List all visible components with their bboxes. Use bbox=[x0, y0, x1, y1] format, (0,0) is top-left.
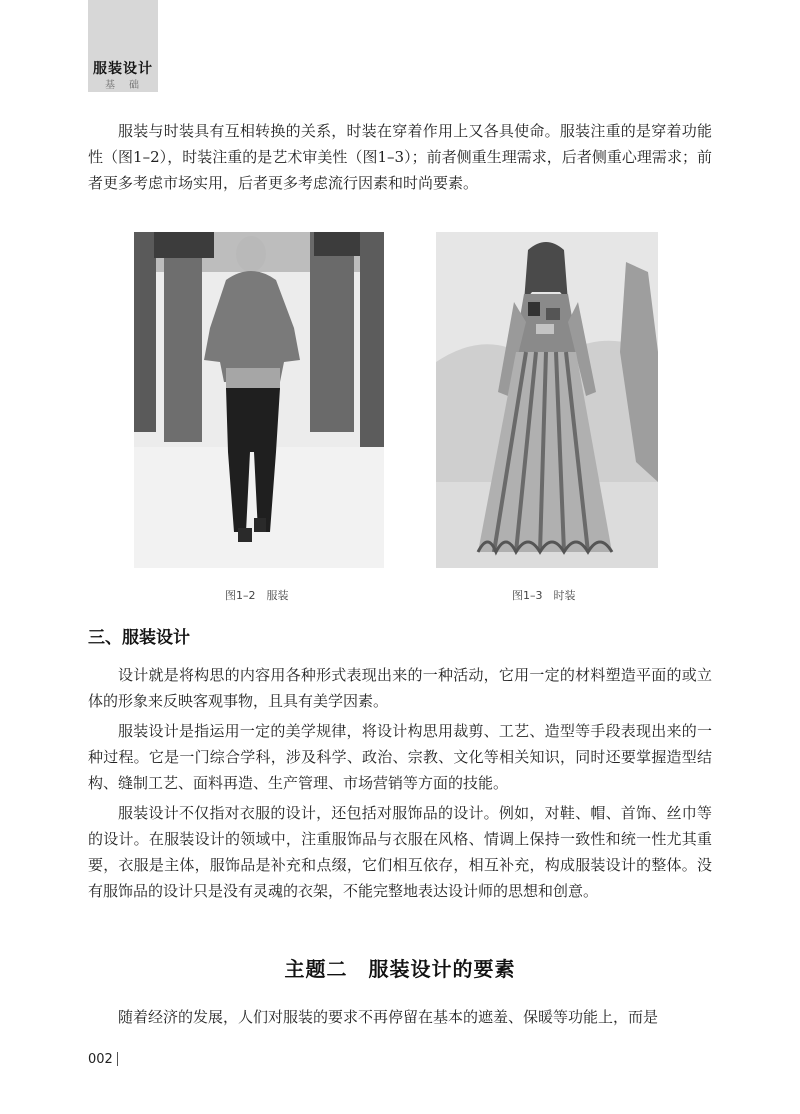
chapter-title: 服装设计 bbox=[93, 61, 153, 77]
economy-paragraph: 随着经济的发展，人们对服装的要求不再停留在基本的遮羞、保暖等功能上，而是 bbox=[118, 1008, 659, 1026]
figure-fashion-caption: 图1–3 时装 bbox=[512, 589, 576, 602]
figure-clothing-caption: 图1–2 服装 bbox=[225, 589, 289, 602]
figure-fashion-photo bbox=[436, 232, 658, 568]
design-definition-paragraph: 设计就是将构思的内容用各种形式表现出来的一种活动，它用一定的材料塑造平面的或立体的形象来反映客观事物，且具有美学因素。 bbox=[88, 666, 712, 710]
figure-clothing-photo bbox=[134, 232, 384, 568]
topic-heading: 主题二 服装设计的要素 bbox=[284, 957, 516, 981]
chapter-subtitle: 基础 bbox=[105, 80, 153, 91]
page-number: 002 bbox=[88, 1052, 113, 1067]
accessories-paragraph: 服装设计不仅指对衣服的设计，还包括对服饰品的设计。例如，对鞋、帽、首饰、丝巾等的设计。在服装设计的领域中，注重服饰品与衣服在风格、情调上保持一致性和统一性尤其重要，衣服是主体，服饰品是补充和点缀，它们相互依存，相互补充，构成服装设计的整体。没有服饰品的设计只是没有灵魂的衣架，不能完整地表达设计师的思想和创意。 bbox=[88, 804, 712, 900]
intro-paragraph: 服装与时装具有互相转换的关系，时装在穿着作用上又各具使命。服装注重的是穿着功能性（图1–2），时装注重的是艺术审美性（图1–3）；前者侧重生理需求，后者侧重心理需求；前者更多考虑市场实用，后者更多考虑流行因素和时尚要素。 bbox=[88, 122, 712, 192]
page-number-divider bbox=[117, 1052, 118, 1066]
clothing-photo-illustration bbox=[134, 232, 384, 568]
fashion-design-paragraph: 服装设计是指运用一定的美学规律，将设计构思用裁剪、工艺、造型等手段表现出来的一种过程。它是一门综合学科，涉及科学、政治、宗教、文化等相关知识，同时还要掌握造型结构、缝制工艺、面料再造、生产管理、市场营销等方面的技能。 bbox=[88, 722, 712, 792]
section-heading: 三、服装设计 bbox=[88, 628, 190, 648]
fashion-photo-illustration bbox=[436, 232, 658, 568]
chapter-tab bbox=[88, 0, 158, 92]
